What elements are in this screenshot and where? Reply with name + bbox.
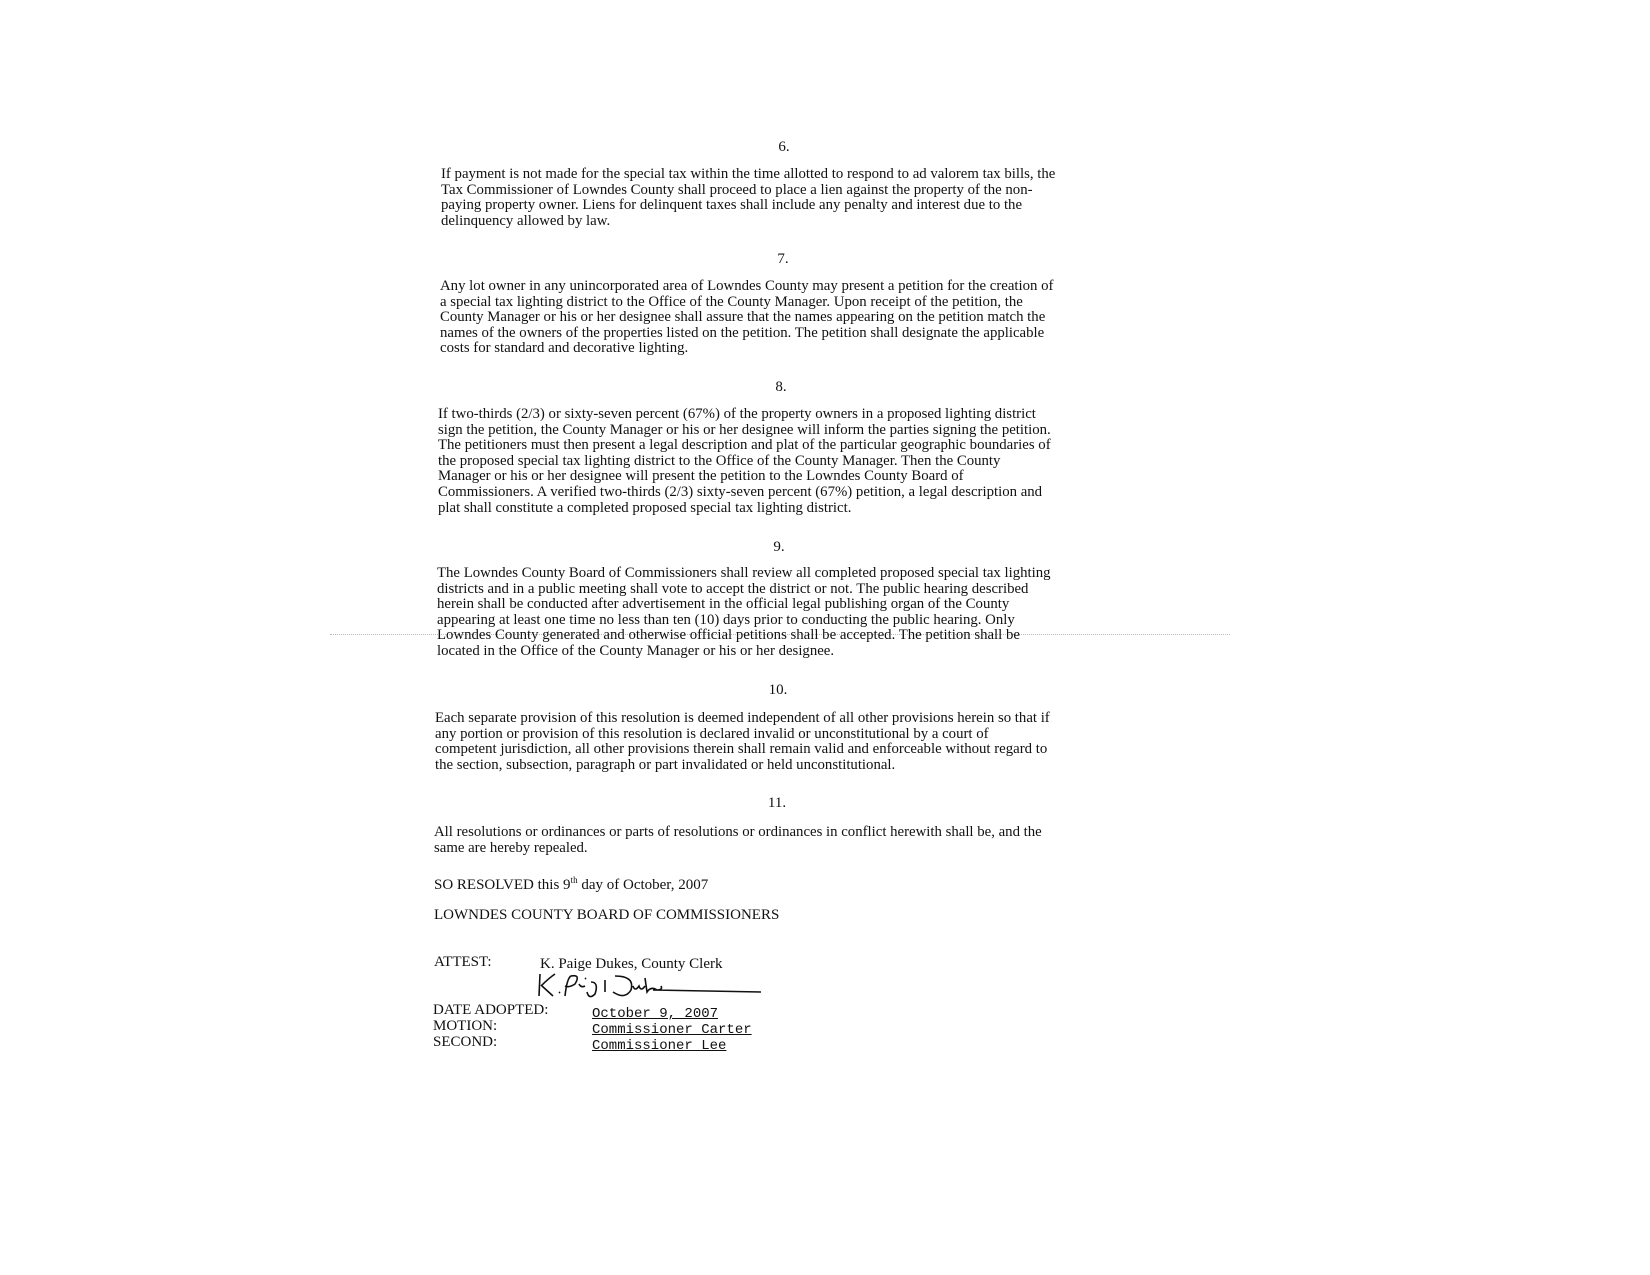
paragraph-line: the section, subsection, paragraph or part invalidated or held unconstitutional. xyxy=(435,756,896,773)
section-number: 7. xyxy=(777,251,789,267)
paragraph-line: appearing at least one time no less than ten (10) days prior to conducting the public hearing. Only xyxy=(437,611,1015,628)
paragraph-line: All resolutions or ordinances or parts of resolutions or ordinances in conflict herewith shall be, and the xyxy=(434,824,1042,840)
paragraph-line: The Lowndes County Board of Commissioners shall review all completed proposed special tax lighting xyxy=(437,565,1051,581)
paragraph-line: any portion or provision of this resolution is declared invalid or unconstitutional by a court of xyxy=(435,725,989,742)
adoption-label: MOTION: xyxy=(433,1018,498,1034)
paragraph-line: a special tax lighting district to the Office of the County Manager. Upon receipt of the petition, the xyxy=(440,293,1023,310)
paragraph-line: costs for standard and decorative lighting. xyxy=(440,340,689,357)
section-number: 11. xyxy=(767,795,787,811)
paragraph-line: located in the Office of the County Manager or his or her designee. xyxy=(437,642,835,659)
adoption-label: SECOND: xyxy=(433,1034,498,1050)
paragraph-line: names of the owners of the properties listed on the petition. The petition shall designate the applicable xyxy=(440,324,1045,341)
attest-label: ATTEST: xyxy=(434,954,492,970)
paragraph-line: The petitioners must then present a legal description and plat of the particular geographic boundaries of xyxy=(438,437,1051,454)
paragraph-line: County Manager or his or her designee shall assure that the names appearing on the petition match the xyxy=(440,309,1046,326)
paragraph-line: Any lot owner in any unincorporated area of Lowndes County may present a petition for the creation of xyxy=(440,278,1054,294)
resolved-date: day of October, 2007 xyxy=(577,877,709,893)
adoption-label: DATE ADOPTED: xyxy=(433,1002,549,1018)
clerk-signature xyxy=(535,970,765,1002)
section-number: 6. xyxy=(778,139,790,155)
resolved-ordinal: th xyxy=(570,875,578,885)
paragraph-line: competent jurisdiction, all other provisions therein shall remain valid and enforceable without regard to xyxy=(435,741,1048,758)
paragraph-line: Each separate provision of this resolution is deemed independent of all other provisions herein so that if xyxy=(435,710,1050,726)
paragraph-line: delinquency allowed by law. xyxy=(441,212,611,229)
paragraph-line: sign the petition, the County Manager or his or her designee will inform the parties signing the petition. xyxy=(438,421,1051,438)
section-paragraph xyxy=(440,279,1053,357)
section-paragraph xyxy=(434,825,1042,856)
board-name: LOWNDES COUNTY BOARD OF COMMISSIONERS xyxy=(434,907,780,923)
adoption-value: October 9, 2007 xyxy=(592,1006,719,1022)
resolved-text: SO RESOLVED this 9 xyxy=(434,877,571,893)
section-paragraph xyxy=(435,711,1050,773)
section-paragraph xyxy=(438,407,1051,516)
paragraph-line: Commissioners. A verified two-thirds (2/3) sixty-seven percent (67%) petition, a legal description and xyxy=(438,483,1043,500)
adoption-value: Commissioner Carter xyxy=(592,1022,752,1038)
paragraph-line: Lowndes County generated and otherwise official petitions shall be accepted. The petition shall be xyxy=(437,627,1020,644)
section-number: 9. xyxy=(773,539,785,555)
section-paragraph xyxy=(441,167,1055,229)
paragraph-line: plat shall constitute a completed proposed special tax lighting district. xyxy=(438,499,852,516)
paragraph-line: districts and in a public meeting shall vote to accept the district or not. The public hearing described xyxy=(437,580,1029,597)
paragraph-line: Manager or his or her designee will present the petition to the Lowndes County Board of xyxy=(438,468,964,485)
section-number: 8. xyxy=(775,379,787,395)
section-number: 10. xyxy=(768,682,788,698)
paragraph-line: same are hereby repealed. xyxy=(434,839,588,856)
so-resolved-line xyxy=(434,875,708,894)
paragraph-line: the proposed special tax lighting district to the Office of the County Manager. Then the County xyxy=(438,452,1001,469)
section-paragraph xyxy=(437,566,1051,660)
adoption-value: Commissioner Lee xyxy=(592,1038,727,1054)
paragraph-line: If payment is not made for the special tax within the time allotted to respond to ad valorem tax bills, the xyxy=(441,166,1056,182)
paragraph-line: Tax Commissioner of Lowndes County shall proceed to place a lien against the property of the non- xyxy=(441,181,1033,198)
paragraph-line: If two-thirds (2/3) or sixty-seven percent (67%) of the property owners in a proposed lighting district xyxy=(438,406,1036,422)
paragraph-line: herein shall be conducted after advertisement in the official legal publishing organ of the County xyxy=(437,596,1010,613)
paragraph-line: paying property owner. Liens for delinquent taxes shall include any penalty and interest due to the xyxy=(441,197,1023,214)
clerk-name: K. Paige Dukes, County Clerk xyxy=(540,956,723,972)
